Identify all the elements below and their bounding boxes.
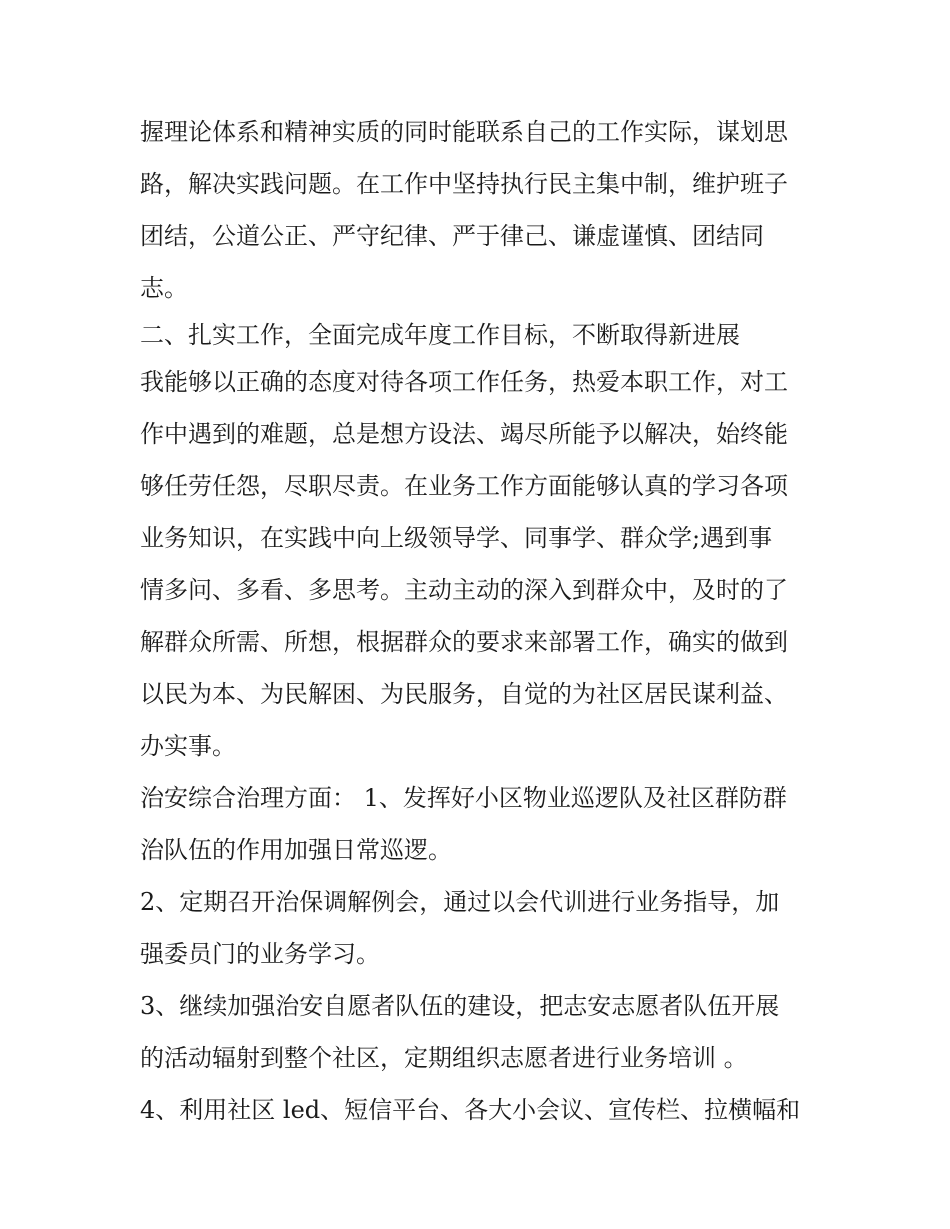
paragraph-line: 3、继续加强治安自愿者队伍的建设，把志安志愿者队伍开展	[140, 992, 780, 1020]
paragraph-line: 解群众所需、所想，根据群众的要求来部署工作，确实的做到	[140, 628, 788, 656]
paragraph-line: 团结，公道公正、严守纪律、严于律己、谦虚谨慎、团结同	[140, 222, 764, 250]
paragraph-line: 业务知识，在实践中向上级领导学、同事学、群众学;遇到事	[140, 524, 773, 552]
paragraph-line: 路，解决实践问题。在工作中坚持执行民主集中制，维护班子	[140, 170, 788, 198]
paragraph-line: 强委员门的业务学习。	[140, 940, 380, 968]
document-body	[140, 113, 830, 1129]
paragraph-line: 2、定期召开治保调解例会，通过以会代训进行业务指导，加	[140, 888, 780, 916]
section-heading: 二、扎实工作，全面完成年度工作目标，不断取得新进展	[140, 321, 740, 349]
paragraph-line: 情多问、多看、多思考。主动主动的深入到群众中，及时的了	[140, 576, 788, 604]
paragraph-line: 志。	[140, 274, 188, 302]
paragraph-line: 我能够以正确的态度对待各项工作任务，热爱本职工作，对工	[140, 368, 788, 396]
paragraph-line: 4、利用社区 led、短信平台、各大小会议、宣传栏、拉横幅和	[140, 1096, 801, 1124]
paragraph-line: 的活动辐射到整个社区，定期组织志愿者进行业务培训 。	[140, 1044, 748, 1072]
paragraph-line: 够任劳任怨，尽职尽责。在业务工作方面能够认真的学习各项	[140, 472, 788, 500]
paragraph-line: 作中遇到的难题，总是想方设法、竭尽所能予以解决，始终能	[140, 420, 788, 448]
paragraph-line: 治队伍的作用加强日常巡逻。	[140, 836, 452, 864]
paragraph-line: 握理论体系和精神实质的同时能联系自己的工作实际，谋划思	[140, 118, 788, 146]
paragraph-line: 办实事。	[140, 732, 236, 760]
paragraph-line: 治安综合治理方面： 1、发挥好小区物业巡逻队及社区群防群	[140, 784, 787, 812]
paragraph-line: 以民为本、为民解困、为民服务，自觉的为社区居民谋利益、	[140, 680, 788, 708]
